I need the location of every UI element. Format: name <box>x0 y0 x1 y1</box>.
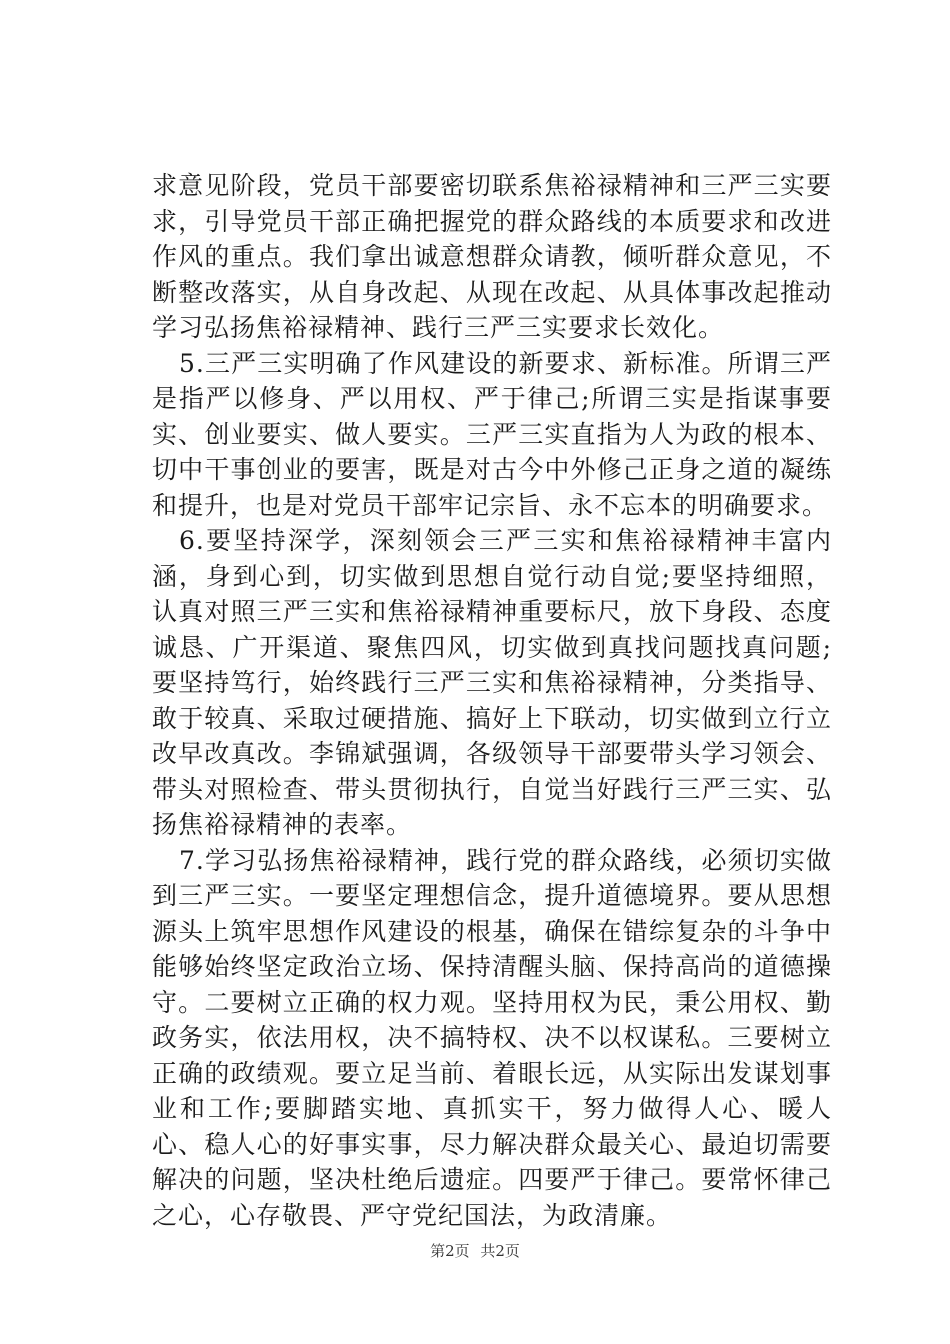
paragraph-item-5: 5.三严三实明确了作风建设的新要求、新标准。所谓三严是指严以修身、严以用权、严于律己;所谓三实是指谋事要实、创业要实、做人要实。三严三实直指为人为政的根本、切中干事创业的要害，既是对古今中外修己正身之道的凝练和提升，也是对党员干部牢记宗旨、永不忘本的明确要求。 <box>152 348 832 520</box>
page-number: 第2页 <box>430 1242 470 1260</box>
paragraph-continued: 求意见阶段，党员干部要密切联系焦裕禄精神和三严三实要求，引导党员干部正确把握党的群众路线的本质要求和改进作风的重点。我们拿出诚意想群众请教，倾听群众意见，不断整改落实，从自身改起、从现在改起、从具体事改起推动学习弘扬焦裕禄精神、践行三严三实要求长效化。 <box>152 171 832 342</box>
page-footer <box>0 1240 950 1261</box>
paragraph-item-6: 6.要坚持深学，深刻领会三严三实和焦裕禄精神丰富内涵，身到心到，切实做到思想自觉行动自觉;要坚持细照，认真对照三严三实和焦裕禄精神重要标尺，放下身段、态度诚恳、广开渠道、聚焦四风，切实做到真找问题找真问题;要坚持笃行，始终践行三严三实和焦裕禄精神，分类指导、敢于较真、采取过硬措施、搞好上下联动，切实做到立行立改早改真改。李锦斌强调，各级领导干部要带头学习领会、带头对照检查、带头贯彻执行，自觉当好践行三严三实、弘扬焦裕禄精神的表率。 <box>152 526 832 839</box>
document-body <box>152 168 832 1233</box>
page-total: 共2页 <box>480 1242 520 1260</box>
paragraph-item-7: 7.学习弘扬焦裕禄精神，践行党的群众路线，必须切实做到三严三实。一要坚定理想信念，提升道德境界。要从思想源头上筑牢思想作风建设的根基，确保在错综复杂的斗争中能够始终坚定政治立场、保持清醒头脑、保持高尚的道德操守。二要树立正确的权力观。坚持用权为民，秉公用权、勤政务实，依法用权，决不搞特权、决不以权谋私。三要树立正确的政绩观。要立足当前、着眼长远，从实际出发谋划事业和工作;要脚踏实地、真抓实干，努力做得人心、暖人心、稳人心的好事实事，尽力解决群众最关心、最迫切需要解决的问题，坚决杜绝后遗症。四要严于律己。要常怀律己之心，心存敬畏、严守党纪国法，为政清廉。 <box>152 845 832 1230</box>
